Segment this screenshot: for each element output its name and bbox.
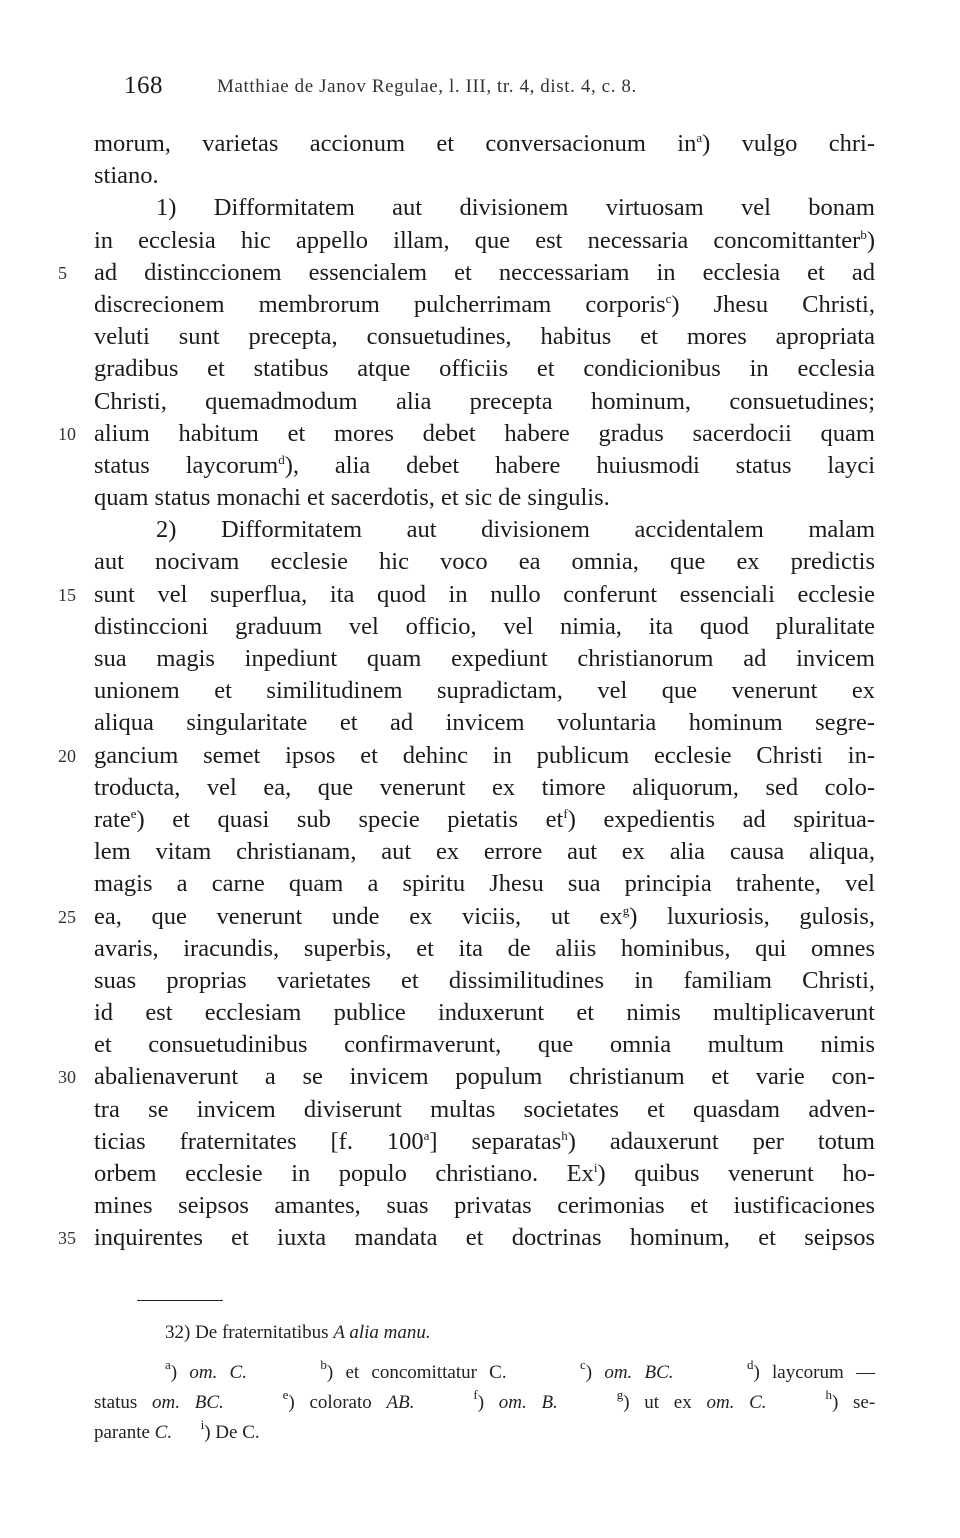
footnote-line: parante C. $^i$) De C. bbox=[94, 1417, 260, 1443]
text-line: aut nocivam ecclesie hic voco ea omnia, que ex predictis bbox=[94, 548, 875, 576]
text-line: id est ecclesiam publice induxerunt et nimis multiplicaverunt bbox=[94, 999, 875, 1027]
main-text bbox=[58, 128, 876, 1255]
text-line: stiano. bbox=[94, 162, 159, 190]
footnote-line: status om. BC. $^e$) colorato AB. $^f$) om. B. $^g$) ut ex om. C. $^h$) se- bbox=[94, 1387, 876, 1413]
text-line: tra se invicem diviserunt multas societates et quasdam adven- bbox=[94, 1095, 875, 1123]
text-line: 20 gancium semet ipsos et dehinc in publicum ecclesie Christi in- bbox=[94, 740, 875, 772]
footnotes bbox=[94, 1318, 875, 1448]
text-line: unionem et similitudinem supradictam, vel que venerunt ex bbox=[94, 677, 875, 705]
page-number: 168 bbox=[124, 72, 163, 99]
footnote-line: $^a$) om. C. $^b$) et concomittatur C. $^c$) om. BC. $^d$) laycorum — bbox=[165, 1357, 876, 1383]
line-number: 15 bbox=[58, 584, 76, 605]
text-line: avaris, iracundis, superbis, et ita de aliis hominibus, qui omnes bbox=[94, 934, 875, 962]
text-line: magis a carne quam a spiritu Jhesu sua principia trahente, vel bbox=[94, 870, 875, 898]
text-line: mines seipsos amantes, suas privatas cerimonias et iustificaciones bbox=[94, 1192, 875, 1220]
text-line: 25 ea, que venerunt unde ex viciis, ut $ex^g$) luxuriosis, gulosis, bbox=[94, 901, 875, 933]
text-line: Christi, quemadmodum alia precepta hominum, consuetudines; bbox=[94, 387, 875, 415]
text-line: morum, varietas accionum et conversacionum $in^a$) vulgo chri- bbox=[94, 130, 876, 157]
text-line: troducta, vel ea, que venerunt ex timore aliquorum, sed colo- bbox=[94, 773, 875, 801]
line-number: 10 bbox=[58, 423, 76, 444]
line-number: 20 bbox=[58, 745, 76, 766]
text-line: 30 abalienaverunt a se invicem populum christianum et varie con- bbox=[94, 1061, 875, 1093]
text-line: veluti sunt precepta, consuetudines, habitus et mores apropriata bbox=[94, 323, 875, 351]
text-line: ticias fraternitates [f. 100$^a$] separatas$^h$) adauxerunt per totum bbox=[94, 1127, 875, 1155]
text-line: aliqua singularitate et ad invicem voluntaria hominum segre- bbox=[94, 709, 875, 737]
text-line: orbem ecclesie in populo christiano. Ex$^i$) quibus venerunt ho- bbox=[94, 1160, 875, 1187]
text-line: distinccioni graduum vel officio, vel nimia, ita quod pluralitate bbox=[94, 612, 875, 640]
text-line: 5 ad distinccionem essencialem et neccessariam in ecclesia et ad bbox=[94, 257, 875, 289]
text-line: 1) Difformitatem aut divisionem virtuosam vel bonam bbox=[156, 194, 875, 222]
text-line: suas proprias varietates et dissimilitudines in familiam Christi, bbox=[94, 966, 875, 994]
text-line: rate$^e$) et quasi sub specie pietatis $et^f$) expedientis ad spiritua- bbox=[94, 805, 875, 833]
running-head: Matthiae de Janov Regulae, l. III, tr. 4, dist. 4, c. 8. bbox=[217, 76, 637, 97]
line-number: 35 bbox=[58, 1228, 76, 1249]
text-line: 35 inquirentes et iuxta mandata et doctrinas hominum, et seipsos bbox=[94, 1222, 875, 1254]
line-number: 25 bbox=[58, 906, 76, 927]
text-line: 15 sunt vel superflua, ita quod in nullo conferunt essenciali ecclesie bbox=[94, 579, 875, 611]
text-line: discrecionem membrorum pulcherrimam corporis$^c$) Jhesu Christi, bbox=[94, 290, 875, 318]
text-line: lem vitam christianam, aut ex errore aut ex alia causa aliqua, bbox=[94, 838, 875, 866]
footnote-rule bbox=[137, 1300, 223, 1301]
text-line: 2) Difformitatem aut divisionem accidentalem malam bbox=[156, 516, 875, 544]
footnote-line: 32) De fraternitatibus A alia manu. bbox=[165, 1322, 431, 1343]
text-line: quam status monachi et sacerdotis, et sic de singulis. bbox=[94, 484, 610, 512]
text-line: status laycorum$^d$), alia debet habere huiusmodi status layci bbox=[94, 451, 876, 479]
line-number: 30 bbox=[58, 1067, 76, 1088]
text-line: 10 alium habitum et mores debet habere gradus sacerdocii quam bbox=[94, 418, 875, 450]
text-line: sua magis inpediunt quam expediunt christianorum ad invicem bbox=[94, 645, 875, 672]
line-number: 5 bbox=[58, 262, 67, 283]
text-line: gradibus et statibus atque officiis et condicionibus in ecclesia bbox=[94, 355, 875, 383]
text-line: in ecclesia hic appello illam, que est necessaria concomittanter$^b$) bbox=[94, 226, 875, 254]
text-line: et consuetudinibus confirmaverunt, que omnia multum nimis bbox=[94, 1031, 875, 1059]
